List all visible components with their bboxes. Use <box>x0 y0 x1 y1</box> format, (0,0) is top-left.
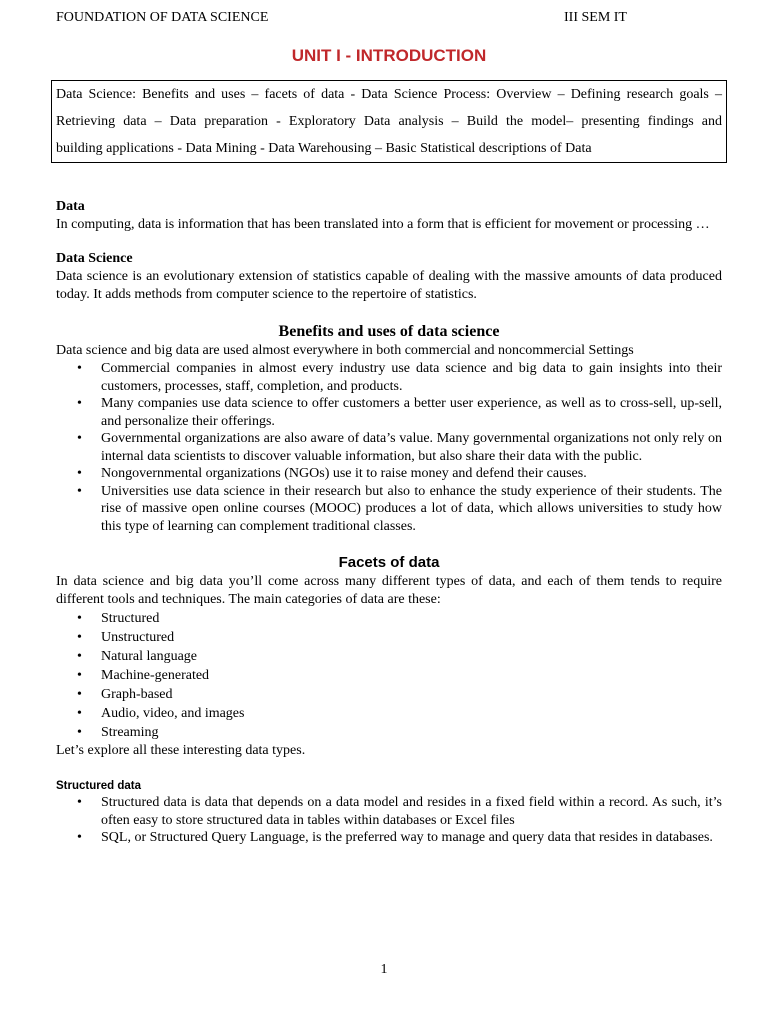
list-item: • Audio, video, and images <box>101 704 722 723</box>
facets-outro: Let’s explore all these interesting data types. <box>56 743 306 758</box>
list-item: • Governmental organizations are also aware of data’s value. Many governmental organizations not only rely on internal data scientists to discover valuable information, but also share their data with the public. <box>101 430 722 465</box>
benefits-list <box>56 360 722 535</box>
list-item: • SQL, or Structured Query Language, is the preferred way to manage and query data that resides in databases. <box>101 829 722 847</box>
syllabus-box <box>51 80 727 163</box>
list-item: • Natural language <box>101 647 722 666</box>
structured-data-list <box>56 794 722 847</box>
facets-title: Facets of data <box>338 554 440 571</box>
data-science-definition: Data science is an evolutionary extension of statistics capable of dealing with the massive amounts of data produced today. It adds methods from computer science to the repertoire of statistics. <box>56 269 722 302</box>
list-item: • Universities use data science in their research but also to enhance the study experience of their students. The rise of massive open online courses (MOOC) produces a lot of data, which allows universities to study how this type of learning can complement traditional classes. <box>101 483 722 536</box>
list-item: • Graph-based <box>101 685 722 704</box>
main-content <box>56 198 722 847</box>
list-item: • Nongovernmental organizations (NGOs) use it to raise money and defend their causes. <box>101 465 722 483</box>
semester-label: III SEM IT <box>564 10 627 25</box>
facets-list <box>56 609 722 742</box>
list-item: • Structured data is data that depends on a data model and resides in a fixed field within a record. As such, it’s often easy to store structured data in tables within databases or Excel files <box>101 794 722 829</box>
data-heading: Data <box>56 199 85 214</box>
syllabus-line: building applications - Data Mining - Data Warehousing – Basic Statistical descriptions of Data <box>56 141 592 156</box>
page-number: 1 <box>380 962 388 977</box>
list-item: • Commercial companies in almost every industry use data science and big data to gain insights into their customers, processes, staff, completion, and products. <box>101 360 722 395</box>
benefits-title: Benefits and uses of data science <box>278 323 500 340</box>
syllabus-line: Retrieving data – Data preparation - Exploratory Data analysis – Build the model– presenting findings and <box>56 114 722 129</box>
benefits-intro: Data science and big data are used almost everywhere in both commercial and noncommercial Settings <box>56 343 634 358</box>
structured-data-heading: Structured data <box>56 780 141 792</box>
course-title: FOUNDATION OF DATA SCIENCE <box>56 10 269 25</box>
list-item: • Machine-generated <box>101 666 722 685</box>
list-item: • Unstructured <box>101 628 722 647</box>
list-item: • Streaming <box>101 723 722 742</box>
data-science-heading: Data Science <box>56 251 133 266</box>
list-item: • Structured <box>101 609 722 628</box>
list-item: • Many companies use data science to offer customers a better user experience, as well as to cross-sell, up-sell, and personalize their offerings. <box>101 395 722 430</box>
syllabus-line: Data Science: Benefits and uses – facets of data - Data Science Process: Overview – Defining research goals – <box>56 87 722 102</box>
data-definition: In computing, data is information that has been translated into a form that is efficient for movement or processing … <box>56 217 710 232</box>
unit-title: UNIT I - INTRODUCTION <box>291 46 487 65</box>
facets-intro: In data science and big data you’ll come across many different types of data, and each of them tends to require different tools and techniques. The main categories of data are these: <box>56 574 722 607</box>
